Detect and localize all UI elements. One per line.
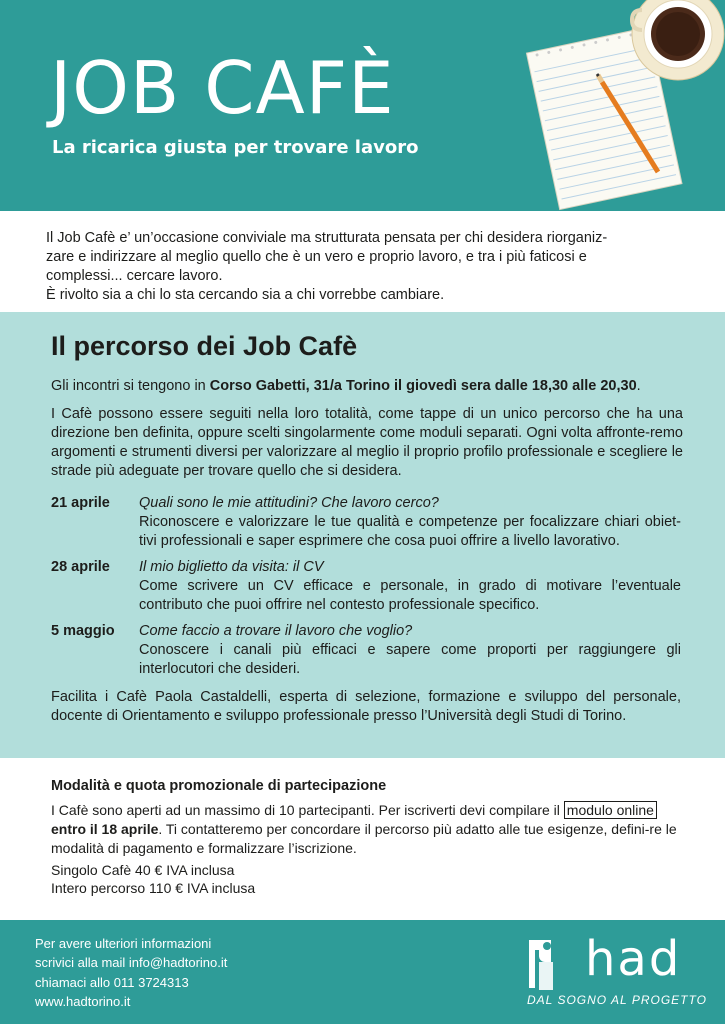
price-single: Singolo Cafè 40 € IVA inclusa bbox=[51, 862, 235, 878]
intro-line: È rivolto sia a chi lo sta cercando sia a chi vorrebbe cambiare. bbox=[46, 287, 445, 303]
notepad-coffee-illustration bbox=[510, 0, 725, 211]
had-logo-text: had bbox=[585, 931, 682, 987]
footer-info-line: Per avere ulteriori informazioni bbox=[35, 936, 212, 951]
online-form-link[interactable]: modulo online bbox=[564, 801, 657, 819]
had-logo-tagline: DAL SOGNO AL PROGETTO bbox=[527, 993, 707, 1007]
location-details: Corso Gabetti, 31/a Torino il giovedì sera dalle 18,30 alle 20,30 bbox=[209, 378, 637, 394]
session-description: Conoscere i canali più efficaci e sapere come proporti per raggiungere gli interlocutori che desideri. bbox=[139, 642, 681, 677]
footer-website-link[interactable]: www.hadtorino.it bbox=[35, 994, 131, 1009]
footer-email-line[interactable]: scrivici alla mail info@hadtorino.it bbox=[35, 955, 228, 970]
percorso-title: Il percorso dei Job Cafè bbox=[51, 331, 358, 361]
intro-line: zare e indirizzare al meglio quello che è un vero e proprio lavoro, e tra i più faticosi e bbox=[46, 249, 587, 265]
footer-phone-line[interactable]: chiamaci allo 011 3724313 bbox=[35, 975, 189, 990]
location-prefix: Gli incontri si tengono in bbox=[51, 378, 210, 394]
intro-line: complessi... cercare lavoro. bbox=[46, 268, 223, 284]
facilitator-paragraph: Facilita i Cafè Paola Castaldelli, esperta di selezione, formazione e sviluppo del personale, docente di Orientamento e sviluppo professionale presso l’Università degli Studi di Torino. bbox=[51, 689, 681, 724]
session-question: Il mio biglietto da visita: il CV bbox=[139, 559, 324, 575]
modalita-title: Modalità e quota promozionale di partecipazione bbox=[51, 778, 387, 794]
location-line bbox=[51, 377, 691, 396]
session-description: Come scrivere un CV efficace e personale, in grado di motivare l’eventuale contributo che puoi offrire nel contesto professionale specifico. bbox=[139, 578, 681, 613]
percorso-description: I Cafè possono essere seguiti nella loro totalità, come tappe di un unico percorso che ha una direzione ben definita, oppure scelti singolarmente come moduli separati. Ogni volta affronte-remo argomenti e strumenti diversi per valorizzare al meglio il proprio profilo professionale e scegliere le strade più adeguate per trovare quello che si desidera. bbox=[51, 406, 683, 479]
modalita-text-after: . Ti contatteremo per concordare il percorso più adatto alle tue esigenze, defini-re le modalità di pagamento e formalizzare l’iscrizione. bbox=[51, 821, 677, 856]
page-title: JOB CAFÈ bbox=[50, 46, 395, 130]
session-date: 5 maggio bbox=[51, 623, 115, 639]
session-question: Quali sono le mie attitudini? Che lavoro cerco? bbox=[139, 495, 439, 511]
session-date: 28 aprile bbox=[51, 559, 110, 575]
page-subtitle: La ricarica giusta per trovare lavoro bbox=[52, 137, 419, 158]
header-banner bbox=[0, 0, 725, 211]
intro-line: Il Job Cafè e’ un’occasione conviviale ma strutturata pensata per chi desidera riorganiz- bbox=[46, 230, 608, 246]
modalita-text: I Cafè sono aperti ad un massimo di 10 partecipanti. Per iscriverti devi compilare il bbox=[51, 802, 564, 818]
price-full: Intero percorso 110 € IVA inclusa bbox=[51, 880, 256, 896]
session-description: Riconoscere e valorizzare le tue qualità e competenze per focalizzare chiari obiet-tivi professionali e saper esprimere che cosa puoi offrire a livello lavorativo. bbox=[139, 514, 681, 549]
intro-paragraph bbox=[46, 229, 686, 305]
location-suffix: . bbox=[636, 378, 641, 394]
session-question: Come faccio a trovare il lavoro che voglio? bbox=[139, 623, 413, 639]
modalita-paragraph bbox=[51, 801, 681, 858]
session-date: 21 aprile bbox=[51, 495, 110, 511]
deadline-text: entro il 18 aprile bbox=[51, 821, 159, 837]
